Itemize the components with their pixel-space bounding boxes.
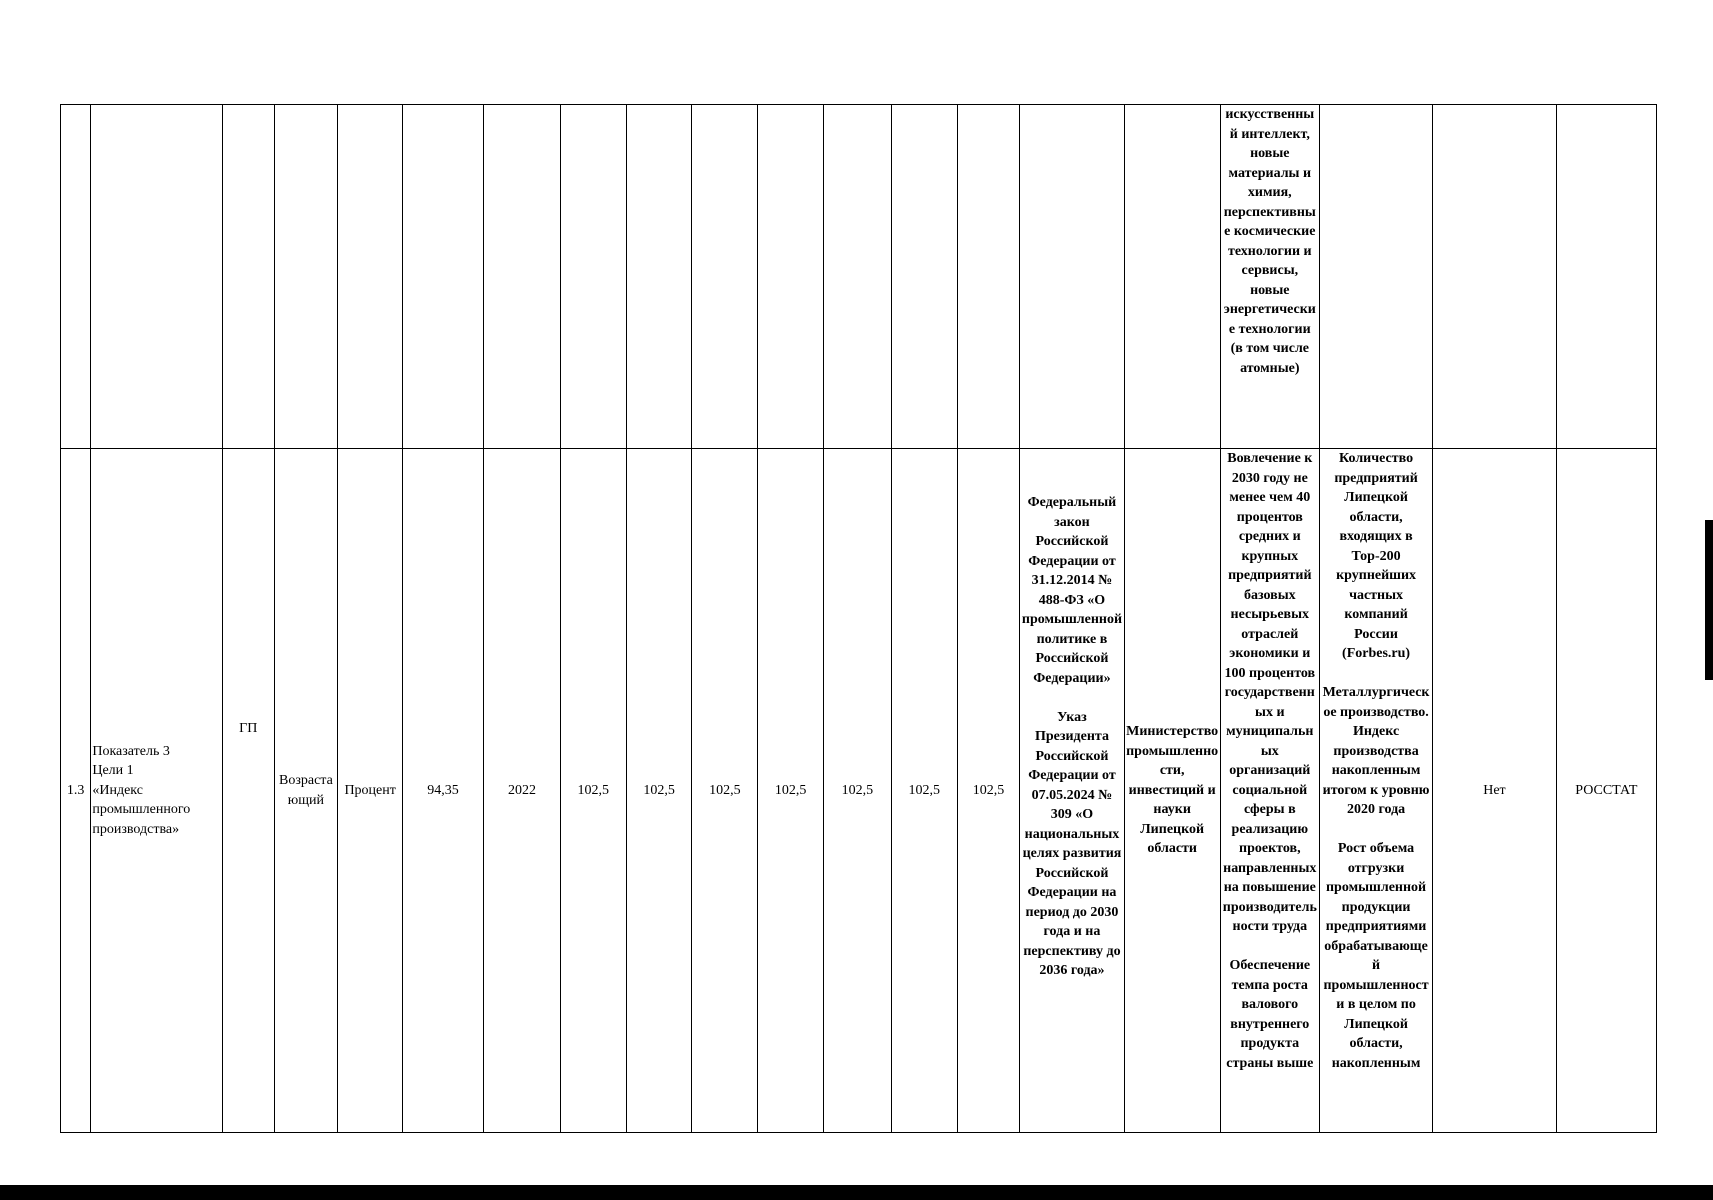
data-source: РОССТАТ <box>1575 782 1638 798</box>
scan-bottom-edge <box>0 1185 1713 1200</box>
responsible-text: Министерство промышленности, инвестиций и науки Липецкой области <box>1126 724 1219 857</box>
cell-empty <box>957 105 1020 449</box>
cell-empty <box>222 105 274 449</box>
indicator-row <box>61 449 1657 1133</box>
indicator-number: 1.3 <box>66 782 85 798</box>
cell-base-year <box>484 449 561 1133</box>
goal-directions-text: искусственный интеллект, новые материалы и химия, перспективные космические технологии и сервисы, новые энергетические технологии (в том числе атомные) <box>1223 107 1316 376</box>
indicator-level: ГП <box>239 721 258 736</box>
target-value: 102,5 <box>774 782 807 798</box>
state-program-indicators-text: Количество предприятий Липецкой области, входящих в Тор-200 крупнейших частных компаний России (Forbes.ru) Металлургическое производство. Индекс производства накопленным итогом к уровню 2020 года Рост объема отгрузки промышленной продукции предприятиями обрабатывающей промышленности в целом по Липецкой области, накопленным <box>1322 451 1430 1071</box>
cell-empty <box>274 105 338 449</box>
cell-empty <box>403 105 484 449</box>
national-goals-text: Вовлечение к 2030 году не менее чем 40 процентов средних и крупных предприятий базовых несырьевых отраслей экономики и 100 процентов государственных и муниципальных организаций социальной сферы в реализацию проектов, направленных на повышение производительности труда Обеспечение темпа роста валового внутреннего продукта страны выше <box>1222 451 1317 1071</box>
cell-empty <box>1124 105 1220 449</box>
indicators-table <box>60 104 1657 1133</box>
cell-goal-directions <box>1220 105 1319 449</box>
cell-indicator-name <box>91 449 223 1133</box>
cell-empty <box>824 105 892 449</box>
cell-empty <box>758 105 824 449</box>
target-value: 102,5 <box>972 782 1005 798</box>
indicator-trend: Возрастающий <box>279 773 333 808</box>
cell-target-value <box>758 449 824 1133</box>
cell-level <box>222 449 274 1133</box>
base-year: 2022 <box>507 782 536 798</box>
indicator-name: Показатель 3 Цели 1 «Индекс промышленного производства» <box>92 743 191 837</box>
cell-responsible <box>1124 449 1220 1133</box>
continuation-row <box>61 105 1657 449</box>
cell-empty <box>692 105 758 449</box>
cell-number <box>61 449 91 1133</box>
cell-state-program-indicators <box>1319 449 1432 1133</box>
target-value: 102,5 <box>908 782 940 798</box>
cell-empty <box>891 105 957 449</box>
cell-empty <box>91 105 223 449</box>
cell-trend <box>274 449 338 1133</box>
gis-flag: Нет <box>1483 782 1506 798</box>
target-value: 102,5 <box>709 782 741 798</box>
cell-gis-flag <box>1433 449 1556 1133</box>
cell-target-value <box>824 449 892 1133</box>
target-value: 102,5 <box>577 782 610 798</box>
cell-target-value <box>560 449 626 1133</box>
cell-unit <box>338 449 403 1133</box>
cell-national-goals <box>1220 449 1319 1133</box>
cell-empty <box>484 105 561 449</box>
cell-base-value <box>403 449 484 1133</box>
cell-document <box>1020 449 1124 1133</box>
cell-target-value <box>891 449 957 1133</box>
base-value: 94,35 <box>427 782 459 798</box>
cell-empty <box>1433 105 1556 449</box>
cell-empty <box>1020 105 1124 449</box>
cell-source <box>1556 449 1656 1133</box>
target-value: 102,5 <box>643 782 675 798</box>
scan-edge-mark <box>1705 520 1713 680</box>
document-text: Федеральный закон Российской Федерации от 31.12.2014 № 488-ФЗ «О промышленной политике в Российской Федерации» Указ Президента Российской Федерации от 07.05.2024 № 309 «О национальных целях развития Российской Федерации на период до 2030 года и на перспективу до 2036 года» <box>1021 495 1123 978</box>
target-value: 102,5 <box>841 782 874 798</box>
cell-empty <box>1556 105 1656 449</box>
cell-target-value <box>692 449 758 1133</box>
cell-target-value <box>626 449 692 1133</box>
indicator-unit: Процент <box>344 782 396 798</box>
cell-empty <box>61 105 91 449</box>
cell-target-value <box>957 449 1020 1133</box>
cell-empty <box>1319 105 1432 449</box>
cell-empty <box>560 105 626 449</box>
cell-empty <box>626 105 692 449</box>
cell-empty <box>338 105 403 449</box>
